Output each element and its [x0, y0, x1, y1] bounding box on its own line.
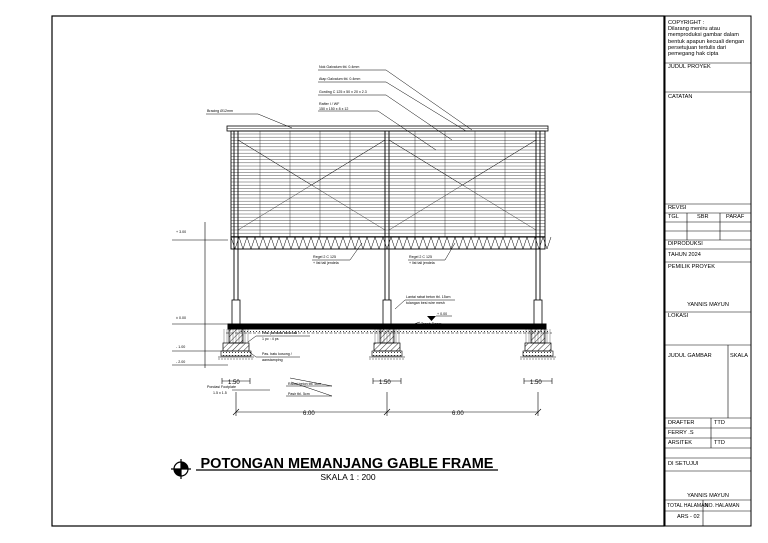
skala-label: SKALA [730, 353, 749, 359]
rev-col-tgl: TGL [668, 214, 679, 220]
title-block-border [665, 16, 751, 526]
title-block-grid [665, 63, 751, 526]
callout-gording: Gording C 125 x 50 x 20 x 2.3 [319, 90, 367, 94]
rev-col-sbr: SBR [697, 214, 709, 220]
pemilik-name: YANNIS MAYUN [687, 302, 729, 308]
lokasi-label: LOKASI [668, 313, 689, 319]
eave-truss [231, 237, 551, 249]
drafter-label: DRAFTER [668, 420, 695, 426]
diproduksi-label: DIPRODUKSI [668, 241, 703, 247]
dim-footing-c: 1.50 [530, 380, 542, 386]
revisi-label: REVISI [668, 205, 687, 211]
drawing-scale: SKALA 1 : 200 [320, 472, 376, 482]
disetujui-label: DI SETUJUI [668, 461, 699, 467]
level-minus-2: - 2.00 [176, 360, 186, 364]
callout-regel-right-line1: Regel 2 C 125 [409, 255, 432, 259]
total-halaman-label: TOTAL HALAMAN [667, 503, 709, 509]
tahun-label: TAHUN 2024 [668, 252, 701, 258]
callout-regel-right-line2: + list tali jendela [409, 261, 435, 265]
pemilik-label: PEMILIK PROYEK [668, 264, 715, 270]
drafter-name: FERRY .S [668, 430, 694, 436]
catatan-label: CATATAN [668, 94, 693, 100]
level-floor-label: + 0.00 [437, 312, 448, 316]
callout-footplate-line2: 1.5 x 1.5 [213, 391, 227, 395]
level-minus-1: - 1.00 [176, 345, 186, 349]
sheet-number: ARS - 02 [677, 514, 700, 520]
no-halaman-label: NO. HALAMAN [705, 503, 740, 509]
title-symbol [171, 459, 191, 479]
callout-rafter-line1: Rafter I / WF [319, 102, 340, 106]
roof [227, 126, 548, 237]
callout-atap: Atap Galvalum tbl. 0.4mm [319, 77, 361, 81]
callout-rafter-line2: 150 x 150 x 8 x 12 [319, 107, 349, 111]
callout-pasir: Pasir tbl. 5cm [288, 392, 310, 396]
ground-level-marker [427, 316, 436, 321]
ttd-label-2: TTD [714, 440, 725, 446]
judul-proyek-label: JUDUL PROYEK [668, 64, 711, 70]
copyright-label: COPYRIGHT : [668, 20, 705, 26]
dim-footing-a: 1.50 [228, 380, 240, 386]
arsitek-label: ARSITEK [668, 440, 692, 446]
columns [232, 131, 542, 324]
copyright-text: Dilarang meniru atau memproduksi gambar dalam bentuk apapun kecuali dengan persetujuan tertulis dari pemegang hak cipta [668, 26, 745, 58]
ttd-label-1: TTD [714, 420, 725, 426]
callout-pas-batu-line1: Pas. batu kosong / [262, 352, 292, 356]
callout-regel-left-line1: Regel 2 C 125 [313, 255, 336, 259]
callout-nok: Nok Galvalum tbl. 0.4mm [319, 65, 360, 69]
callout-tanah: Tanah Dasar [421, 322, 442, 326]
drawing-title: POTONGAN MEMANJANG GABLE FRAME [200, 456, 494, 472]
callout-rabat: Rabat beton tbl. 5cm [288, 382, 322, 386]
callout-bracing: Bracing Ø12mm [207, 109, 233, 113]
callout-pas-batu-line2: aanstamping [262, 358, 283, 362]
callout-footplate-line1: Pondasi Footplate [207, 385, 236, 389]
rev-col-paraf: PARAF [726, 214, 745, 220]
callout-lantai-line2: tulangan besi wire mesh [406, 301, 445, 305]
level-top: + 3.00 [176, 230, 187, 234]
callout-pas-pondasi-line2: 1 pc : 4 ps [262, 337, 279, 341]
dim-span-1: 6.00 [303, 411, 315, 417]
judul-gambar-label: JUDUL GAMBAR [668, 353, 712, 359]
callout-regel-left-line2: + list tali jendela [313, 261, 339, 265]
callout-lantai-line1: Lantai rabat beton tbl. 15cm [406, 295, 451, 299]
dim-footing-b: 1.50 [379, 380, 391, 386]
disetujui-name: YANNIS MAYUN [687, 493, 729, 499]
callout-pas-pondasi-line1: Pas. pondasi batu kali [262, 331, 298, 335]
dim-span-2: 6.00 [452, 411, 464, 417]
level-zero: ± 0.00 [176, 316, 186, 320]
